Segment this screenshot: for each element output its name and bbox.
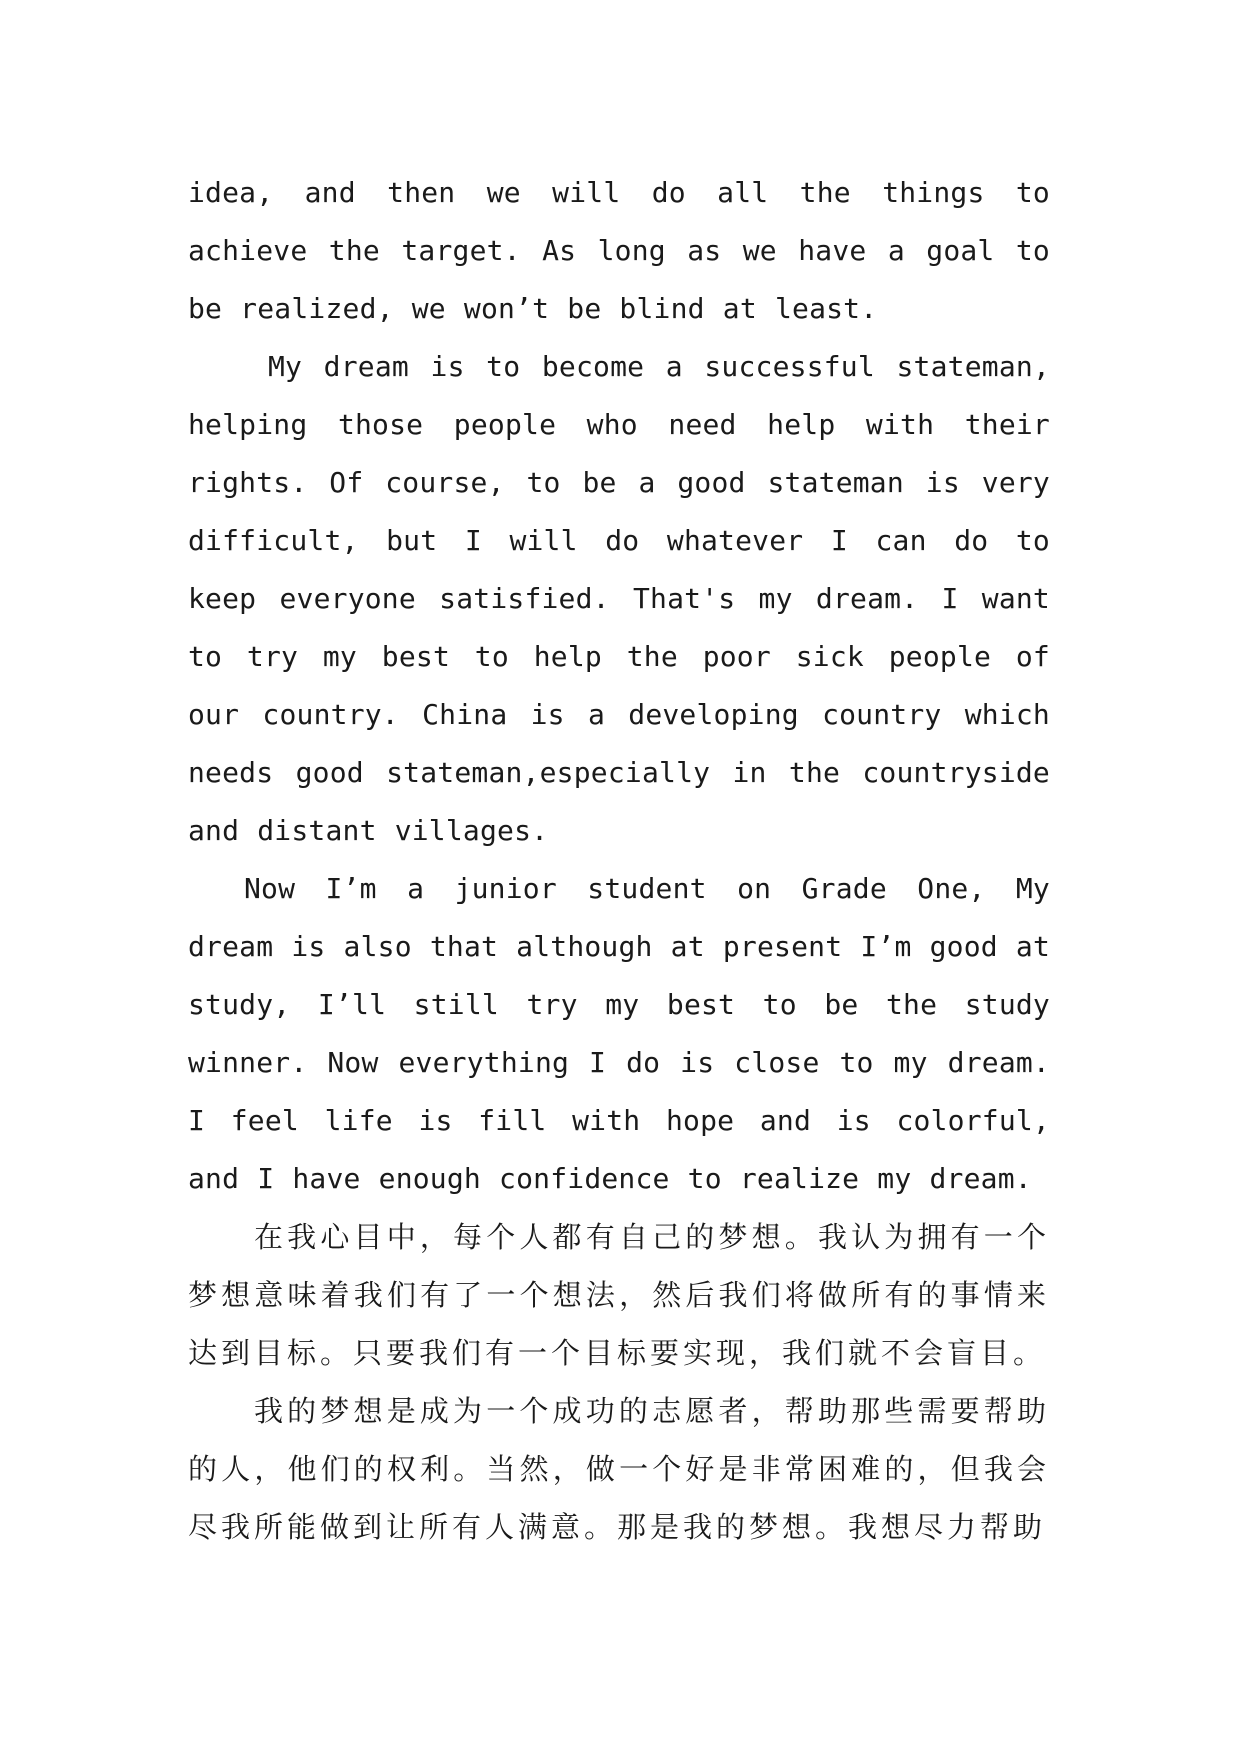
paragraph-junior-student: Now I’m a junior student on Grade One, My dream is also that although at present I’m good at study, I’ll still try my best to be the study winner. Now everything I do is close to my dream. I feel life is fill with hope and is colorful, and I have enough confidence to realize my dream. — [188, 872, 1050, 1195]
paragraph-chinese-2: 我的梦想是成为一个成功的志愿者，帮助那些需要帮助的人，他们的权利。当然，做一个好是非常困难的，但我会尽我所能做到让所有人满意。那是我的梦想。我想尽力帮助 — [188, 1394, 1050, 1544]
paragraph-continuation: idea, and then we will do all the things to achieve the target. As long as we have a goal to be realized, we won’t be blind at least. — [188, 176, 1050, 325]
paragraph-chinese-1: 在我心目中，每个人都有自己的梦想。我认为拥有一个梦想意味着我们有了一个想法，然后我们将做所有的事情来达到目标。只要我们有一个目标要实现，我们就不会盲目。 — [188, 1220, 1050, 1370]
paragraph-dream-stateman: My dream is to become a successful stateman, helping those people who need help with their rights. Of course, to be a good stateman is very difficult, but I will do whatever I can do to keep everyone satisfied. That's my dream. I want to try my best to help the poor sick people of our country. China is a developing country which needs good stateman,especially in the countryside and distant villages. — [188, 350, 1050, 847]
body-text — [188, 164, 1050, 1556]
